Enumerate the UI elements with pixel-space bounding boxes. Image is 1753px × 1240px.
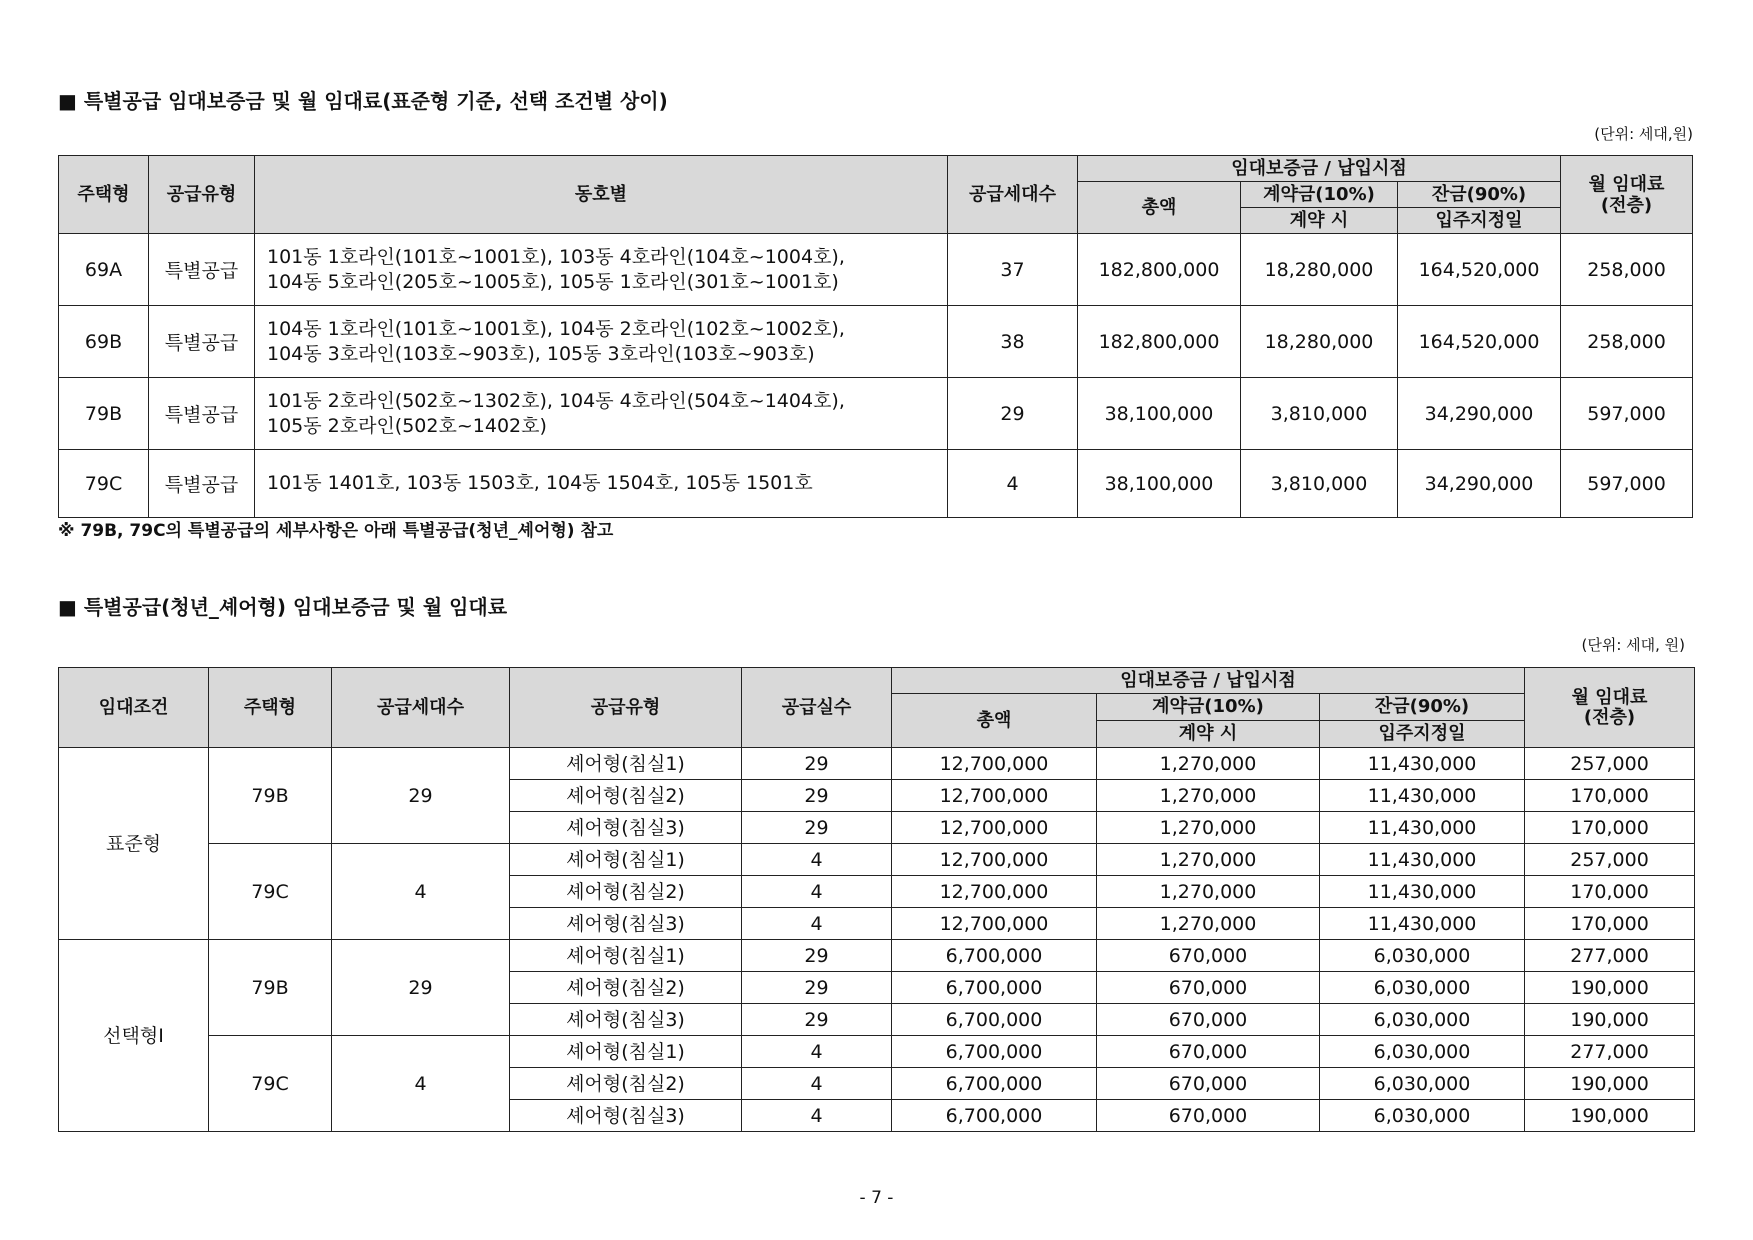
cell-rent: 170,000 [1525, 876, 1695, 908]
cell-rent: 190,000 [1525, 972, 1695, 1004]
cell-rooms: 4 [742, 1036, 892, 1068]
cell-supply-type: 셰어형(침실2) [510, 876, 742, 908]
cell-units: 101동 1호라인(101호~1001호), 103동 4호라인(104호~1004호), 104동 5호라인(205호~1005호), 105동 1호라인(301호~1001호) [255, 234, 948, 306]
cell-total: 12,700,000 [892, 908, 1097, 940]
cell-rent: 170,000 [1525, 908, 1695, 940]
cell-units: 101동 2호라인(502호~1302호), 104동 4호라인(504호~1404호), 105동 2호라인(502호~1402호) [255, 378, 948, 450]
table-row [59, 748, 1695, 780]
cell-rent: 190,000 [1525, 1100, 1695, 1132]
cell-house-type: 79B [59, 378, 149, 450]
cell-contract: 3,810,000 [1241, 450, 1398, 518]
cell-rent: 258,000 [1561, 234, 1693, 306]
cell-contract: 1,270,000 [1097, 844, 1320, 876]
cell-total: 12,700,000 [892, 812, 1097, 844]
youth-share-deposit-table [58, 667, 1695, 1132]
cell-condition: 선택형Ⅰ [59, 940, 209, 1132]
cell-balance: 11,430,000 [1320, 844, 1525, 876]
header-rent-line1: 월 임대료 [1588, 173, 1665, 195]
section1-title: ■ 특별공급 임대보증금 및 월 임대료(표준형 기준, 선택 조건별 상이) [58, 89, 668, 113]
cell-total: 12,700,000 [892, 844, 1097, 876]
cell-balance: 164,520,000 [1398, 234, 1561, 306]
cell-supply-type: 셰어형(침실1) [510, 1036, 742, 1068]
cell-rooms: 29 [742, 748, 892, 780]
cell-rooms: 29 [742, 972, 892, 1004]
cell-contract: 670,000 [1097, 1004, 1320, 1036]
table-row [59, 378, 1693, 450]
cell-balance: 11,430,000 [1320, 876, 1525, 908]
cell-total: 6,700,000 [892, 940, 1097, 972]
cell-rooms: 29 [742, 1004, 892, 1036]
cell-count: 37 [948, 234, 1078, 306]
cell-supply-type: 셰어형(침실1) [510, 844, 742, 876]
cell-balance: 11,430,000 [1320, 812, 1525, 844]
cell-house-type: 79B [209, 748, 332, 844]
cell-house-type: 79B [209, 940, 332, 1036]
cell-supply-count: 29 [332, 748, 510, 844]
cell-supply-count: 4 [332, 1036, 510, 1132]
cell-total: 182,800,000 [1078, 234, 1241, 306]
cell-balance: 6,030,000 [1320, 1036, 1525, 1068]
special-supply-deposit-table [58, 155, 1693, 518]
cell-rent: 190,000 [1525, 1004, 1695, 1036]
cell-total: 38,100,000 [1078, 450, 1241, 518]
cell-total: 12,700,000 [892, 780, 1097, 812]
cell-rent: 597,000 [1561, 450, 1693, 518]
cell-total: 6,700,000 [892, 1036, 1097, 1068]
cell-rooms: 4 [742, 908, 892, 940]
cell-rent: 190,000 [1525, 1068, 1695, 1100]
header-supply-type: 공급유형 [149, 156, 255, 234]
header-balance-time: 입주지정일 [1398, 208, 1561, 234]
cell-rooms: 29 [742, 780, 892, 812]
cell-supply-type: 셰어형(침실3) [510, 1004, 742, 1036]
cell-total: 6,700,000 [892, 1068, 1097, 1100]
cell-total: 6,700,000 [892, 972, 1097, 1004]
cell-balance: 11,430,000 [1320, 908, 1525, 940]
cell-rent: 257,000 [1525, 844, 1695, 876]
table-row [59, 1036, 1695, 1068]
cell-rooms: 4 [742, 1100, 892, 1132]
cell-rent: 277,000 [1525, 1036, 1695, 1068]
header-total: 총액 [892, 694, 1097, 748]
cell-rooms: 4 [742, 844, 892, 876]
cell-supply-type: 특별공급 [149, 450, 255, 518]
cell-rent: 277,000 [1525, 940, 1695, 972]
section1-note: ※ 79B, 79C의 특별공급의 세부사항은 아래 특별공급(청년_셰어형) 참고 [58, 521, 614, 541]
table-row [59, 450, 1693, 518]
cell-contract: 670,000 [1097, 940, 1320, 972]
cell-house-type: 79C [209, 1036, 332, 1132]
cell-balance: 6,030,000 [1320, 940, 1525, 972]
header-supply-count: 공급세대수 [948, 156, 1078, 234]
cell-supply-type: 셰어형(침실3) [510, 908, 742, 940]
header-contract: 계약금(10%) [1241, 182, 1398, 208]
cell-balance: 164,520,000 [1398, 306, 1561, 378]
header-rent-line2: (전층) [1600, 194, 1653, 216]
header-monthly-rent [1561, 156, 1693, 234]
table-row [59, 940, 1695, 972]
cell-supply-type: 특별공급 [149, 306, 255, 378]
cell-balance: 34,290,000 [1398, 450, 1561, 518]
cell-rent: 258,000 [1561, 306, 1693, 378]
header-rent-line1: 월 임대료 [1571, 686, 1648, 708]
cell-contract: 1,270,000 [1097, 748, 1320, 780]
cell-total: 12,700,000 [892, 876, 1097, 908]
cell-contract: 1,270,000 [1097, 876, 1320, 908]
header-deposit-group: 임대보증금 / 납입시점 [1078, 156, 1561, 182]
cell-contract: 670,000 [1097, 1100, 1320, 1132]
cell-units: 104동 1호라인(101호~1001호), 104동 2호라인(102호~1002호), 104동 3호라인(103호~903호), 105동 3호라인(103호~903호) [255, 306, 948, 378]
table-row [59, 844, 1695, 876]
header-deposit-group: 임대보증금 / 납입시점 [892, 668, 1525, 694]
cell-total: 6,700,000 [892, 1004, 1097, 1036]
cell-house-type: 79C [59, 450, 149, 518]
cell-supply-type: 셰어형(침실1) [510, 748, 742, 780]
cell-total: 12,700,000 [892, 748, 1097, 780]
cell-supply-count: 4 [332, 844, 510, 940]
cell-balance: 11,430,000 [1320, 748, 1525, 780]
cell-supply-count: 29 [332, 940, 510, 1036]
cell-contract: 670,000 [1097, 972, 1320, 1004]
cell-supply-type: 특별공급 [149, 378, 255, 450]
header-condition: 임대조건 [59, 668, 209, 748]
cell-total: 38,100,000 [1078, 378, 1241, 450]
cell-rooms: 4 [742, 1068, 892, 1100]
cell-house-type: 69A [59, 234, 149, 306]
cell-rent: 170,000 [1525, 780, 1695, 812]
cell-supply-type: 셰어형(침실3) [510, 812, 742, 844]
cell-house-type: 79C [209, 844, 332, 940]
cell-count: 29 [948, 378, 1078, 450]
cell-supply-type: 셰어형(침실2) [510, 1068, 742, 1100]
cell-contract: 1,270,000 [1097, 812, 1320, 844]
header-monthly-rent [1525, 668, 1695, 748]
header-rent-line2: (전층) [1583, 706, 1636, 728]
cell-rooms: 29 [742, 812, 892, 844]
cell-contract: 3,810,000 [1241, 378, 1398, 450]
cell-house-type: 69B [59, 306, 149, 378]
header-supply-count: 공급세대수 [332, 668, 510, 748]
header-supply-type: 공급유형 [510, 668, 742, 748]
cell-contract: 18,280,000 [1241, 234, 1398, 306]
header-contract-time: 계약 시 [1241, 208, 1398, 234]
cell-supply-type: 셰어형(침실2) [510, 780, 742, 812]
cell-balance: 11,430,000 [1320, 780, 1525, 812]
cell-rent: 170,000 [1525, 812, 1695, 844]
cell-balance: 6,030,000 [1320, 1004, 1525, 1036]
header-house-type: 주택형 [209, 668, 332, 748]
section1-unit: (단위: 세대,원) [1594, 125, 1693, 143]
cell-rooms: 29 [742, 940, 892, 972]
section2-title: ■ 특별공급(청년_셰어형) 임대보증금 및 월 임대료 [58, 595, 508, 619]
page-number: - 7 - [859, 1188, 894, 1208]
cell-rooms: 4 [742, 876, 892, 908]
cell-contract: 670,000 [1097, 1068, 1320, 1100]
header-balance: 잔금(90%) [1398, 182, 1561, 208]
cell-supply-type: 셰어형(침실1) [510, 940, 742, 972]
cell-balance: 6,030,000 [1320, 1068, 1525, 1100]
cell-balance: 6,030,000 [1320, 972, 1525, 1004]
header-balance: 잔금(90%) [1320, 694, 1525, 721]
cell-contract: 1,270,000 [1097, 908, 1320, 940]
cell-rent: 597,000 [1561, 378, 1693, 450]
table-row [59, 234, 1693, 306]
header-house-type: 주택형 [59, 156, 149, 234]
section2-unit: (단위: 세대, 원) [1581, 636, 1685, 654]
cell-units: 101동 1401호, 103동 1503호, 104동 1504호, 105동 1501호 [255, 450, 948, 518]
cell-contract: 1,270,000 [1097, 780, 1320, 812]
header-room-count: 공급실수 [742, 668, 892, 748]
cell-supply-type: 셰어형(침실3) [510, 1100, 742, 1132]
cell-contract: 670,000 [1097, 1036, 1320, 1068]
table-row [59, 306, 1693, 378]
cell-rent: 257,000 [1525, 748, 1695, 780]
header-balance-time: 입주지정일 [1320, 721, 1525, 748]
cell-total: 182,800,000 [1078, 306, 1241, 378]
cell-supply-type: 특별공급 [149, 234, 255, 306]
cell-balance: 6,030,000 [1320, 1100, 1525, 1132]
cell-count: 4 [948, 450, 1078, 518]
cell-count: 38 [948, 306, 1078, 378]
cell-total: 6,700,000 [892, 1100, 1097, 1132]
header-contract-time: 계약 시 [1097, 721, 1320, 748]
header-contract: 계약금(10%) [1097, 694, 1320, 721]
cell-contract: 18,280,000 [1241, 306, 1398, 378]
header-total: 총액 [1078, 182, 1241, 234]
header-units-by-building: 동호별 [255, 156, 948, 234]
cell-balance: 34,290,000 [1398, 378, 1561, 450]
cell-condition: 표준형 [59, 748, 209, 940]
cell-supply-type: 셰어형(침실2) [510, 972, 742, 1004]
